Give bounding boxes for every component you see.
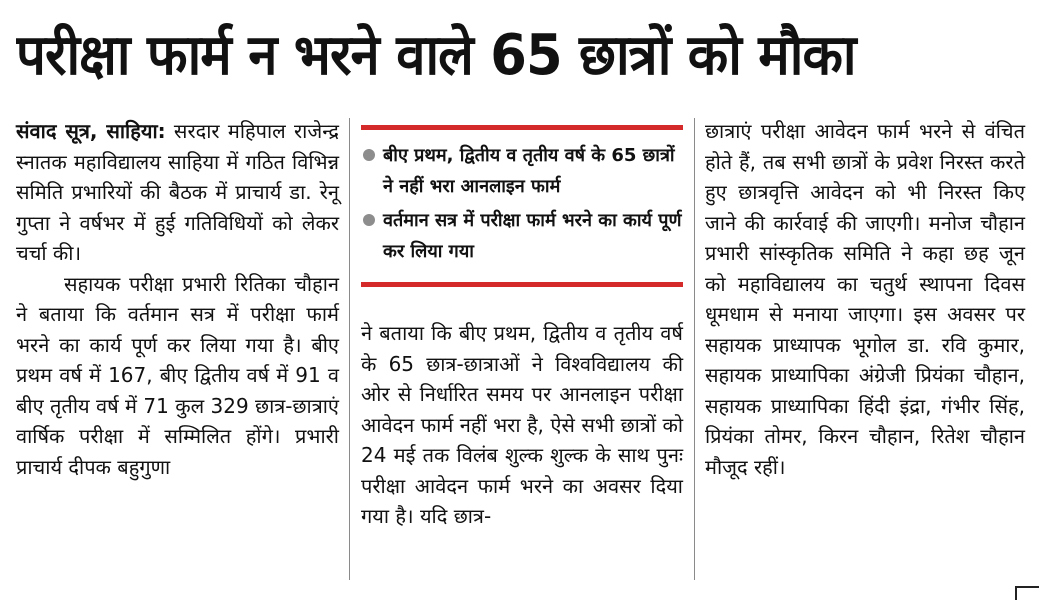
dateline: संवाद सूत्र, साहिया: [16, 119, 166, 143]
paragraph-1 [16, 116, 339, 269]
headline: परीक्षा फार्म न भरने वाले 65 छात्रों को मौका [16, 23, 856, 88]
paragraph-1-text: सरदार महिपाल राजेन्द्र स्नातक महाविद्यालय साहिया में गठित विभिन्न समिति प्रभारियों की बैठक में प्राचार्य डा. रेनू गुप्ता ने वर्षभर में हुई गतिविधियों को लेकर चर्चा की। [16, 119, 340, 265]
column-divider [349, 118, 350, 580]
bullet-icon [363, 214, 375, 226]
bullet-icon [363, 149, 375, 161]
article-column-2 [361, 318, 683, 532]
highlight-bottom-bar [361, 282, 683, 287]
article-column-3 [705, 116, 1025, 482]
article-column-1 [16, 116, 339, 482]
highlight-item [361, 205, 683, 267]
paragraph-3: ने बताया कि बीए प्रथम, द्वितीय व तृतीय वर्ष के 65 छात्र-छात्राओं ने विश्वविद्यालय की ओर से निर्धारित समय पर आनलाइन परीक्षा आवेदन फार्म नहीं भरा है, ऐसे सभी छात्रों को 24 मई तक विलंब शुल्क शुल्क के साथ पुनः परीक्षा आवेदन फार्म भरने का अवसर दिया गया है। यदि छात्र- [361, 321, 683, 528]
column-divider [694, 118, 695, 580]
page-corner-mark [1015, 586, 1039, 600]
highlights-box [361, 120, 683, 296]
highlight-item [361, 140, 683, 202]
paragraph-2: सहायक परीक्षा प्रभारी रितिका चौहान ने बताया कि वर्तमान सत्र में परीक्षा फार्म भरने का कार्य पूर्ण कर लिया गया है। बीए प्रथम वर्ष में 167, बीए द्वितीय वर्ष में 91 व बीए तृतीय वर्ष में 71 कुल 329 छात्र-छात्राएं वार्षिक परीक्षा में सम्मिलित होंगे। प्रभारी प्राचार्य दीपक बहुगुणा [16, 271, 339, 479]
highlight-text: बीए प्रथम, द्वितीय व तृतीय वर्ष के 65 छात्रों ने नहीं भरा आनलाइन फार्म [383, 145, 675, 197]
highlights-list [361, 140, 683, 270]
highlight-top-bar [361, 125, 683, 130]
paragraph-4: छात्राएं परीक्षा आवेदन फार्म भरने से वंचित होते हैं, तब सभी छात्रों के प्रवेश निरस्त करते हुए छात्रवृत्ति आवेदन को भी निरस्त किए जाने की कार्रवाई की जाएगी। मनोज चौहान प्रभारी सांस्कृतिक समिति ने कहा छह जून को महाविद्यालय का चतुर्थ स्थापना दिवस धूमधाम से मनाया जाएगा। इस अवसर पर सहायक प्राध्यापक भूगोल डा. रवि कुमार, सहायक प्राध्यापिका अंग्रेजी प्रियंका चौहान, सहायक प्राध्यापिका हिंदी इंद्रा, गंभीर सिंह, प्रियंका तोमर, किरन चौहान, रितेश चौहान मौजूद रहीं। [705, 119, 1025, 479]
highlight-text: वर्तमान सत्र में परीक्षा फार्म भरने का कार्य पूर्ण कर लिया गया [383, 210, 682, 262]
